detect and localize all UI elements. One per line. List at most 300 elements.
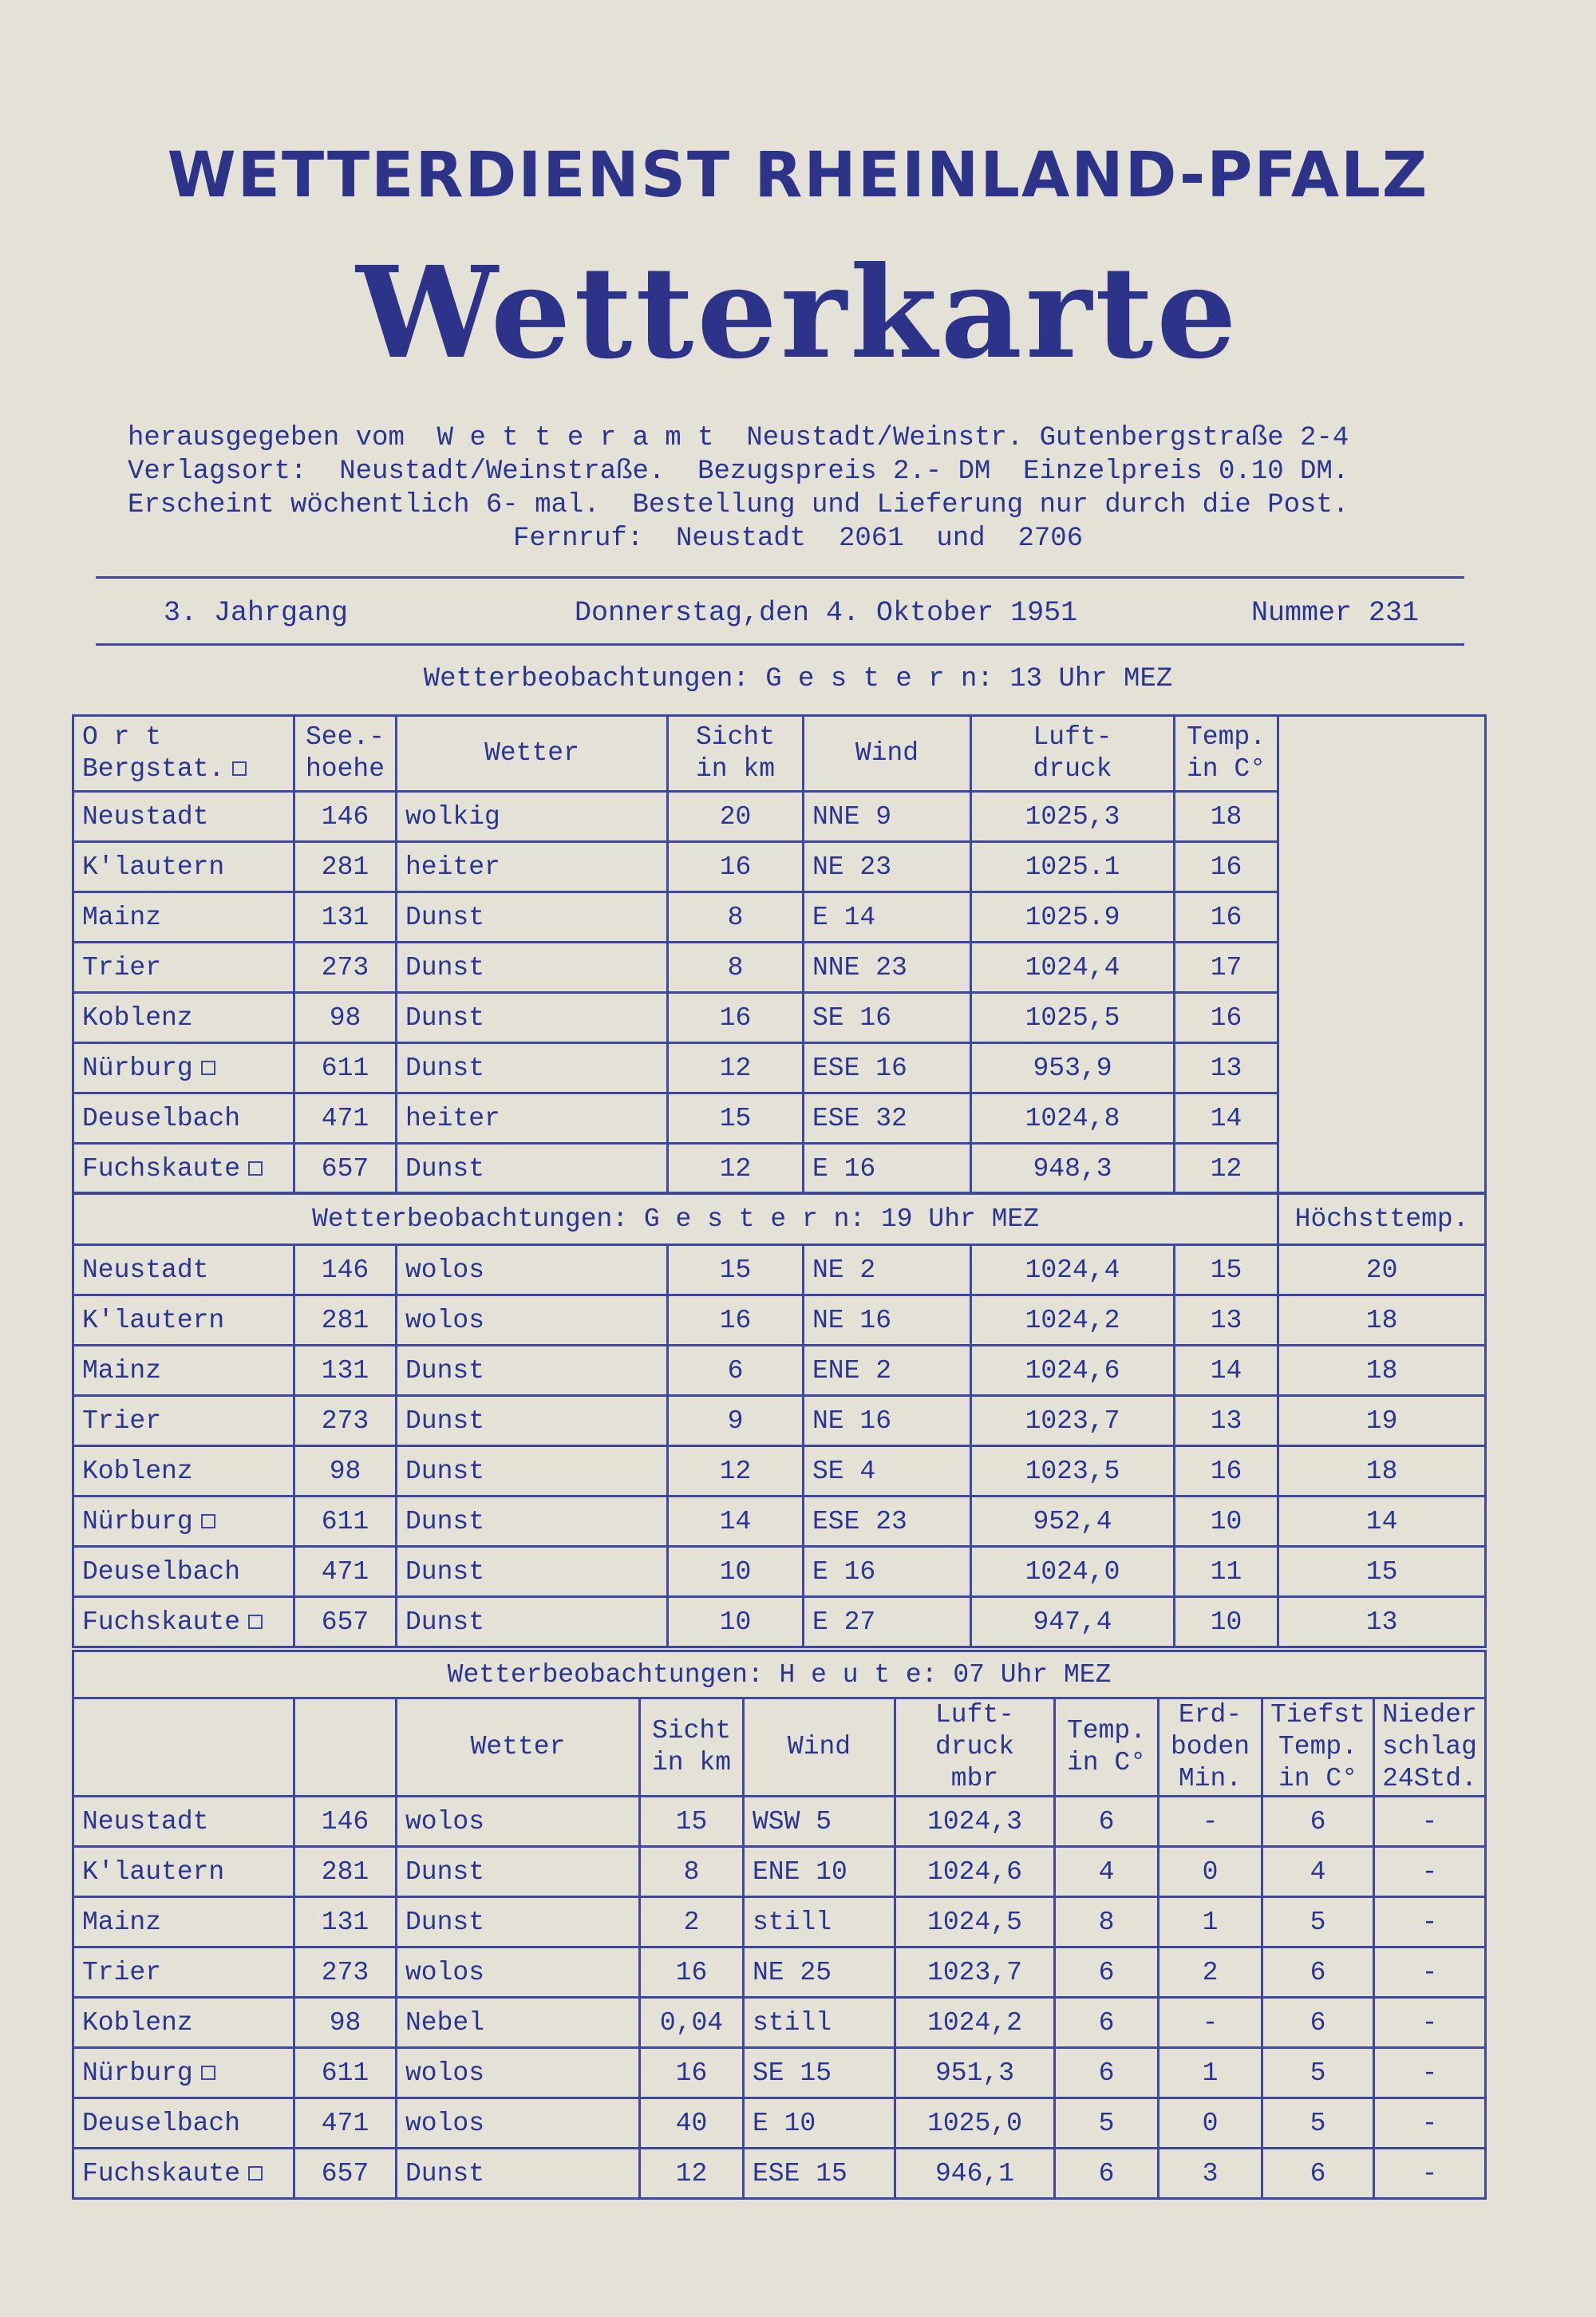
- cell-sicht-text: 8: [727, 902, 744, 932]
- cell-temp: [1175, 1295, 1278, 1346]
- cell-druck: [895, 2098, 1055, 2149]
- cell-max-text: 18: [1365, 1305, 1398, 1335]
- cell-wind-text: NNE 23: [812, 952, 907, 983]
- cell-hoehe-text: 273: [321, 1406, 369, 1436]
- cell-hoehe-text: 657: [321, 2158, 369, 2188]
- cell-ort: [73, 1245, 294, 1295]
- cell-wetter: [397, 1245, 668, 1295]
- cell-max-text: 18: [1365, 1456, 1398, 1486]
- cell-ort: [73, 1947, 294, 1998]
- cell-wetter: [397, 2098, 640, 2149]
- cell-wind: [744, 2048, 895, 2098]
- cell-hoehe-text: 131: [321, 1355, 369, 1386]
- cell-wind-text: NE 16: [812, 1406, 892, 1436]
- cell-erd-text: 0: [1202, 2108, 1219, 2138]
- cell-wind: [804, 943, 971, 993]
- cell-erd-text: 3: [1202, 2158, 1219, 2188]
- cell-ort-text: Trier: [82, 1957, 162, 1987]
- table-row: [73, 1847, 1486, 1897]
- cell-wind: [804, 1446, 971, 1497]
- header-ort: [73, 716, 294, 792]
- header-nied-line1: Nieder: [1382, 1700, 1477, 1730]
- cell-wetter-text: Dunst: [405, 1355, 485, 1386]
- cell-hoehe-text: 471: [321, 2108, 369, 2138]
- cell-sicht: [668, 1497, 804, 1547]
- header-temp-3: [1055, 1698, 1159, 1797]
- header-hoehe-blank: [294, 1698, 397, 1797]
- cell-druck-text: 1024,4: [1025, 1255, 1120, 1285]
- cell-wind: [804, 842, 971, 892]
- cell-ort-text: Fuchskaute: [82, 1607, 241, 1637]
- cell-max-text: 19: [1365, 1406, 1398, 1436]
- cell-druck-text: 1024,4: [1025, 952, 1120, 983]
- cell-nied: [1374, 2098, 1486, 2149]
- cell-ort-text: Neustadt: [82, 1806, 209, 1837]
- cell-hoehe-text: 611: [321, 1506, 369, 1536]
- cell-temp-text: 15: [1210, 1255, 1242, 1285]
- cell-nied-text: -: [1421, 2058, 1438, 2088]
- cell-temp: [1055, 1897, 1159, 1947]
- cell-wind-text: NE 23: [812, 852, 892, 882]
- cell-ort: [73, 993, 294, 1043]
- issue-date: Donnerstag,den 4. Oktober 1951: [575, 597, 1078, 629]
- header-rule-bottom: [96, 643, 1464, 646]
- cell-druck-text: 948,3: [1033, 1153, 1112, 1184]
- empty-column: [1278, 1093, 1486, 1144]
- empty-column: [1278, 1144, 1486, 1194]
- cell-erd-text: -: [1202, 1806, 1219, 1837]
- header-druck-3: [895, 1698, 1055, 1797]
- cell-wind-text: NE 25: [753, 1957, 832, 1987]
- cell-wetter-text: Dunst: [405, 1053, 485, 1083]
- cell-ort-text: Neustadt: [82, 1255, 209, 1285]
- cell-hoehe-text: 146: [321, 1806, 369, 1837]
- cell-ort: [73, 1396, 294, 1446]
- cell-nied-text: -: [1421, 2007, 1438, 2038]
- cell-wind-text: NNE 9: [812, 801, 892, 832]
- cell-hoehe: [294, 1446, 397, 1497]
- cell-druck: [895, 2149, 1055, 2199]
- observations-table-07h: [72, 1650, 1487, 2200]
- cell-hoehe: [294, 1947, 397, 1998]
- cell-wetter-text: wolos: [405, 1957, 485, 1987]
- cell-wetter: [397, 1897, 640, 1947]
- cell-sicht: [640, 2098, 744, 2149]
- cell-sicht: [668, 892, 804, 943]
- cell-wetter: [397, 943, 668, 993]
- mountain-station-square-icon: [201, 1514, 215, 1528]
- cell-wind: [804, 1597, 971, 1647]
- cell-hoehe: [294, 2098, 397, 2149]
- cell-ort-text: Mainz: [82, 902, 162, 932]
- cell-nied-text: -: [1421, 1907, 1438, 1937]
- phone-line: Fernruf: Neustadt 2061 und 2706: [512, 524, 1084, 554]
- mountain-station-square-icon: [248, 2166, 263, 2181]
- cell-druck-text: 1025,0: [927, 2108, 1022, 2138]
- cell-wetter-text: Dunst: [405, 1153, 485, 1184]
- cell-sicht-text: 2: [683, 1907, 700, 1937]
- cell-tief-text: 5: [1310, 2108, 1326, 2138]
- cell-nied: [1374, 2149, 1486, 2199]
- header-sicht3-line2: in km: [651, 1748, 732, 1777]
- cell-nied: [1374, 1998, 1486, 2048]
- cell-temp: [1055, 2098, 1159, 2149]
- cell-hoehe-text: 146: [321, 801, 369, 832]
- cell-sicht-text: 12: [719, 1456, 752, 1486]
- cell-tief-text: 6: [1310, 2007, 1326, 2038]
- cell-wetter-text: wolos: [405, 2058, 485, 2088]
- table-row: [73, 792, 1486, 842]
- cell-sicht-text: 0,04: [659, 2007, 724, 2038]
- publisher-line-1: herausgegeben vom W e t t e r a m t Neustadt/Weinstr. Gutenbergstraße 2-4: [128, 423, 1349, 453]
- cell-ort: [73, 1497, 294, 1547]
- cell-wetter-text: Dunst: [405, 1556, 485, 1587]
- cell-ort-text: Fuchskaute: [82, 2158, 241, 2188]
- cell-temp: [1055, 1847, 1159, 1897]
- cell-wetter: [397, 1346, 668, 1396]
- cell-wetter: [397, 1396, 668, 1446]
- cell-druck: [971, 1497, 1175, 1547]
- cell-sicht-text: 12: [719, 1153, 752, 1184]
- cell-druck: [971, 1346, 1175, 1396]
- cell-erd: [1159, 1797, 1262, 1847]
- cell-hoehe-text: 657: [321, 1153, 369, 1184]
- cell-ort: [73, 1897, 294, 1947]
- cell-wind: [744, 1797, 895, 1847]
- table-row: [73, 2048, 1486, 2098]
- cell-druck: [971, 1597, 1175, 1647]
- cell-temp: [1055, 2149, 1159, 2199]
- mountain-station-square-icon: [232, 761, 247, 776]
- document-title: Wetterkarte: [356, 239, 1240, 387]
- header-ort-line1: O r t: [82, 722, 162, 752]
- cell-temp: [1175, 1597, 1278, 1647]
- empty-column: [1278, 716, 1486, 792]
- publisher-line-3: Erscheint wöchentlich 6- mal. Bestellung und Lieferung nur durch die Post.: [128, 490, 1349, 520]
- cell-tief-text: 6: [1310, 1806, 1326, 1837]
- empty-column: [1278, 792, 1486, 842]
- cell-sicht: [668, 943, 804, 993]
- cell-hoehe: [294, 792, 397, 842]
- cell-wind: [804, 1043, 971, 1093]
- cell-druck-text: 1024,0: [1025, 1556, 1120, 1587]
- cell-tief-text: 4: [1310, 1856, 1326, 1887]
- cell-wind: [804, 1295, 971, 1346]
- header-temp3-line2: in C°: [1066, 1748, 1147, 1777]
- cell-ort: [73, 1144, 294, 1194]
- cell-sicht: [668, 1396, 804, 1446]
- table-row: [73, 1043, 1486, 1093]
- cell-sicht: [668, 1043, 804, 1093]
- cell-druck-text: 1025,5: [1025, 1002, 1120, 1033]
- section3-title: Wetterbeobachtungen: H e u t e: 07 Uhr MEZ: [73, 1651, 1486, 1698]
- cell-erd: [1159, 1847, 1262, 1897]
- cell-temp-text: 18: [1210, 801, 1242, 832]
- header-wetter: Wetter: [397, 716, 668, 792]
- cell-max: [1278, 1245, 1486, 1295]
- cell-druck: [971, 1295, 1175, 1346]
- cell-temp: [1055, 2048, 1159, 2098]
- cell-wetter: [397, 2048, 640, 2098]
- cell-sicht: [668, 1144, 804, 1194]
- cell-hoehe: [294, 1396, 397, 1446]
- table-row: [73, 1295, 1486, 1346]
- cell-wetter: [397, 842, 668, 892]
- cell-temp-text: 16: [1210, 1002, 1242, 1033]
- cell-hoehe-text: 471: [321, 1556, 369, 1587]
- cell-sicht: [640, 1847, 744, 1897]
- cell-wind-text: E 14: [812, 902, 876, 932]
- cell-wetter-text: heiter: [405, 1103, 500, 1133]
- cell-wind: [804, 1547, 971, 1597]
- empty-column: [1278, 943, 1486, 993]
- volume-label: 3. Jahrgang: [164, 597, 349, 629]
- table-row: [73, 892, 1486, 943]
- header-sicht-line1: Sicht: [695, 722, 776, 752]
- cell-temp-text: 6: [1098, 1806, 1115, 1837]
- cell-wind: [744, 1897, 895, 1947]
- cell-hoehe: [294, 1043, 397, 1093]
- header-erdboden: [1159, 1698, 1262, 1797]
- cell-temp-text: 13: [1210, 1305, 1242, 1335]
- cell-druck-text: 1024,6: [1025, 1355, 1120, 1386]
- cell-druck-text: 953,9: [1033, 1053, 1112, 1083]
- table-row: [73, 2149, 1486, 2199]
- cell-wind: [804, 1144, 971, 1194]
- cell-ort: [73, 1093, 294, 1144]
- cell-sicht: [668, 1446, 804, 1497]
- cell-tief: [1262, 2098, 1374, 2149]
- cell-max: [1278, 1497, 1486, 1547]
- cell-wind-text: ENE 2: [812, 1355, 892, 1386]
- cell-druck: [971, 1547, 1175, 1597]
- cell-sicht-text: 8: [727, 952, 744, 983]
- cell-druck: [971, 892, 1175, 943]
- cell-erd: [1159, 1947, 1262, 1998]
- cell-max-text: 18: [1365, 1355, 1398, 1386]
- cell-wind-text: NE 16: [812, 1305, 892, 1335]
- table-row: [73, 1597, 1486, 1647]
- cell-ort-text: Koblenz: [82, 1002, 193, 1033]
- cell-wetter: [397, 1144, 668, 1194]
- empty-column: [1278, 993, 1486, 1043]
- cell-sicht-text: 15: [719, 1255, 752, 1285]
- cell-hoehe: [294, 1245, 397, 1295]
- cell-sicht-text: 6: [727, 1355, 744, 1386]
- cell-erd: [1159, 1897, 1262, 1947]
- cell-druck-text: 1024,6: [927, 1856, 1022, 1887]
- cell-druck: [971, 1093, 1175, 1144]
- publisher-line-2: Verlagsort: Neustadt/Weinstraße. Bezugspreis 2.- DM Einzelpreis 0.10 DM.: [128, 457, 1349, 487]
- cell-temp: [1175, 1346, 1278, 1396]
- header-druck3-line1: Luft-: [934, 1700, 1015, 1730]
- cell-druck-text: 951,3: [934, 2058, 1015, 2088]
- cell-ort: [73, 1043, 294, 1093]
- header-sicht-3: [640, 1698, 744, 1797]
- cell-wetter: [397, 1947, 640, 1998]
- header-wind-3: Wind: [744, 1698, 895, 1797]
- cell-temp-text: 4: [1098, 1856, 1115, 1887]
- cell-wind: [804, 1497, 971, 1547]
- header-sicht3-line1: Sicht: [651, 1716, 732, 1746]
- header-wetter-3: Wetter: [397, 1698, 640, 1797]
- cell-sicht-text: 16: [675, 1957, 708, 1987]
- cell-hoehe-text: 471: [321, 1103, 369, 1133]
- cell-sicht-text: 10: [719, 1607, 752, 1637]
- table-row: [73, 1093, 1486, 1144]
- cell-ort: [73, 1547, 294, 1597]
- cell-temp-text: 6: [1098, 2058, 1115, 2088]
- cell-wetter: [397, 1446, 668, 1497]
- cell-wind-text: NE 2: [812, 1255, 876, 1285]
- cell-sicht: [668, 1245, 804, 1295]
- cell-druck: [971, 1396, 1175, 1446]
- cell-hoehe-text: 98: [329, 2007, 361, 2038]
- cell-temp-text: 16: [1210, 1456, 1242, 1486]
- header-temp-line2: in C°: [1186, 754, 1266, 784]
- cell-temp: [1175, 1245, 1278, 1295]
- cell-nied-text: -: [1421, 2108, 1438, 2138]
- cell-wind-text: WSW 5: [753, 1806, 832, 1837]
- cell-hoehe-text: 611: [321, 2058, 369, 2088]
- cell-sicht-text: 14: [719, 1506, 752, 1536]
- cell-ort-text: Koblenz: [82, 2007, 193, 2038]
- cell-temp-text: 6: [1098, 2158, 1115, 2188]
- cell-ort-text: Mainz: [82, 1907, 162, 1937]
- cell-max-text: 14: [1365, 1506, 1398, 1536]
- organization-header: WETTERDIENST RHEINLAND-PFALZ: [167, 140, 1429, 212]
- cell-wind: [804, 1346, 971, 1396]
- cell-temp-text: 8: [1098, 1907, 1115, 1937]
- cell-wetter-text: Dunst: [405, 2158, 485, 2188]
- header-druck-line1: Luft-: [1033, 722, 1112, 752]
- cell-ort: [73, 842, 294, 892]
- table-row: [73, 943, 1486, 993]
- cell-wind-text: ESE 15: [753, 2158, 847, 2188]
- header-nied-line2: schlag: [1382, 1732, 1477, 1761]
- table-row: [73, 1547, 1486, 1597]
- cell-nied-text: -: [1421, 1806, 1438, 1837]
- cell-ort-text: Trier: [82, 952, 162, 983]
- cell-tief-text: 6: [1310, 1957, 1326, 1987]
- header-hoehe: [294, 716, 397, 792]
- cell-wind-text: E 16: [812, 1556, 876, 1587]
- cell-wind-text: SE 15: [753, 2058, 832, 2088]
- cell-erd-text: 1: [1202, 1907, 1219, 1937]
- cell-wetter: [397, 1497, 668, 1547]
- cell-hoehe-text: 146: [321, 1255, 369, 1285]
- cell-hoehe: [294, 1998, 397, 2048]
- cell-hoehe: [294, 2048, 397, 2098]
- cell-hoehe: [294, 2149, 397, 2199]
- cell-nied: [1374, 1797, 1486, 1847]
- cell-wind: [744, 2098, 895, 2149]
- cell-druck-text: 1024,5: [927, 1907, 1022, 1937]
- cell-ort-text: Neustadt: [82, 801, 209, 832]
- cell-wetter: [397, 1998, 640, 2048]
- mountain-station-square-icon: [201, 2066, 215, 2080]
- cell-druck: [895, 1897, 1055, 1947]
- cell-wetter-text: Dunst: [405, 1002, 485, 1033]
- cell-sicht: [640, 1947, 744, 1998]
- cell-ort: [73, 1998, 294, 2048]
- cell-nied-text: -: [1421, 2158, 1438, 2188]
- section2-title: Wetterbeobachtungen: G e s t e r n: 19 Uhr MEZ: [73, 1193, 1278, 1245]
- cell-druck: [971, 1043, 1175, 1093]
- cell-ort-text: Nürburg: [82, 2058, 193, 2088]
- cell-druck: [895, 1947, 1055, 1998]
- cell-hoehe: [294, 842, 397, 892]
- cell-wind-text: E 16: [812, 1153, 876, 1184]
- cell-temp: [1175, 993, 1278, 1043]
- table-row: [73, 1897, 1486, 1947]
- section3-header-row: [73, 1698, 1486, 1797]
- cell-sicht: [640, 1998, 744, 2048]
- cell-druck: [895, 1797, 1055, 1847]
- header-erd-line1: Erd-: [1178, 1700, 1242, 1730]
- empty-column: [1278, 892, 1486, 943]
- cell-sicht-text: 16: [719, 852, 752, 882]
- empty-column: [1278, 1043, 1486, 1093]
- cell-max: [1278, 1446, 1486, 1497]
- cell-hoehe: [294, 1897, 397, 1947]
- cell-wetter: [397, 1043, 668, 1093]
- cell-tief: [1262, 2048, 1374, 2098]
- cell-temp-text: 5: [1098, 2108, 1115, 2138]
- cell-wetter: [397, 792, 668, 842]
- cell-erd: [1159, 2149, 1262, 2199]
- cell-erd: [1159, 2098, 1262, 2149]
- cell-sicht: [640, 2149, 744, 2199]
- cell-hoehe: [294, 943, 397, 993]
- header-hoechsttemp: Höchsttemp.: [1278, 1193, 1486, 1245]
- cell-druck: [895, 1847, 1055, 1897]
- cell-hoehe-text: 273: [321, 952, 369, 983]
- mountain-station-square-icon: [201, 1061, 215, 1075]
- cell-tief-text: 6: [1310, 2158, 1326, 2188]
- cell-sicht: [640, 1797, 744, 1847]
- cell-druck: [971, 792, 1175, 842]
- cell-druck: [971, 1144, 1175, 1194]
- cell-temp-text: 14: [1210, 1103, 1242, 1133]
- cell-temp-text: 6: [1098, 2007, 1115, 2038]
- cell-sicht: [668, 993, 804, 1043]
- cell-wetter-text: wolos: [405, 1255, 485, 1285]
- cell-wetter: [397, 1295, 668, 1346]
- cell-sicht: [668, 842, 804, 892]
- cell-druck: [971, 943, 1175, 993]
- cell-max-text: 15: [1365, 1556, 1398, 1587]
- cell-erd-text: 2: [1202, 1957, 1219, 1987]
- cell-wind-text: still: [753, 1907, 832, 1937]
- cell-temp: [1175, 842, 1278, 892]
- cell-sicht: [668, 1597, 804, 1647]
- header-druck-line2: druck: [1033, 754, 1112, 784]
- cell-wind-text: SE 4: [812, 1456, 876, 1486]
- table-row: [73, 842, 1486, 892]
- cell-wetter-text: Dunst: [405, 952, 485, 983]
- cell-ort-text: Nürburg: [82, 1053, 193, 1083]
- cell-hoehe-text: 281: [321, 1305, 369, 1335]
- cell-hoehe-text: 657: [321, 1607, 369, 1637]
- observations-table-19h: [72, 1192, 1487, 1648]
- cell-sicht-text: 8: [683, 1856, 700, 1887]
- table-row: [73, 1346, 1486, 1396]
- cell-ort: [73, 1847, 294, 1897]
- cell-sicht-text: 16: [719, 1305, 752, 1335]
- empty-column: [1278, 842, 1486, 892]
- cell-ort-text: Deuselbach: [82, 2108, 241, 2138]
